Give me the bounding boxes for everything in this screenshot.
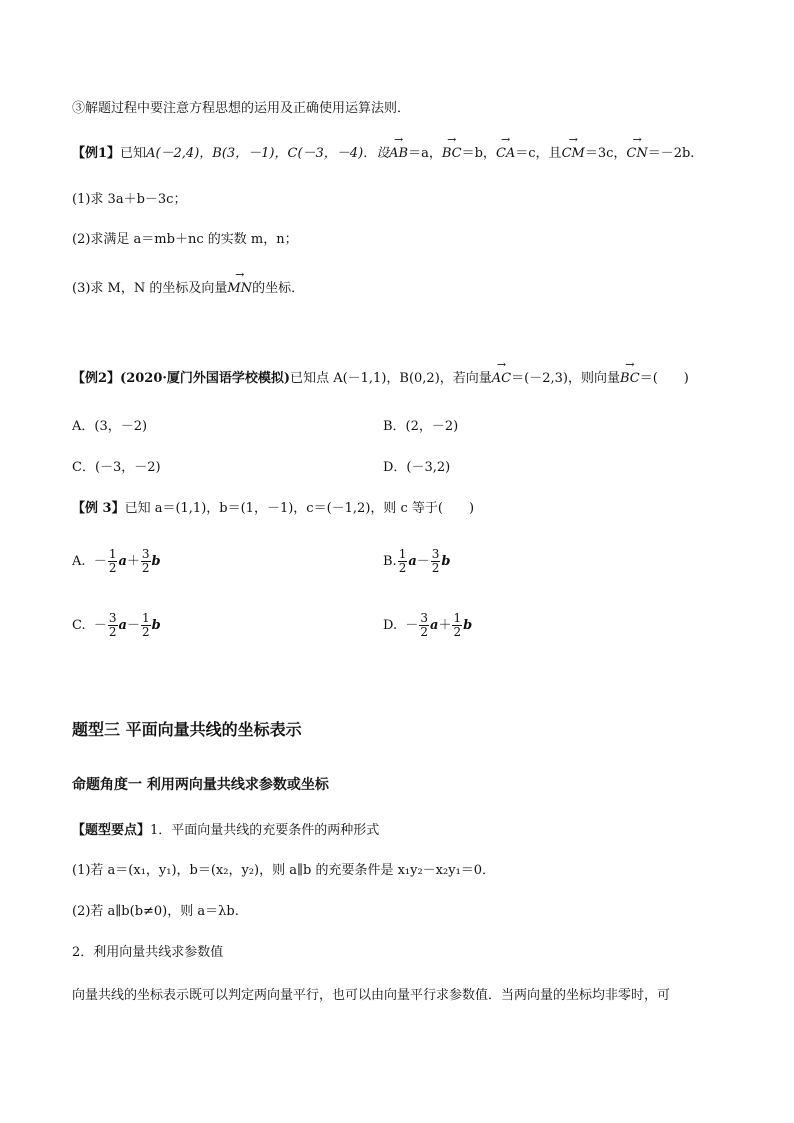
vec-b: b — [151, 554, 161, 569]
opt-d-plus: ＋ — [438, 618, 452, 633]
vector-cm: → CM — [562, 145, 585, 163]
fraction-1-2 — [452, 612, 462, 639]
opt-c-minus-2: － — [126, 618, 140, 633]
example2-text-b: ＝(－2,3)，则向量 — [511, 371, 620, 386]
opt-a-label: A. — [72, 554, 86, 569]
points-tag: 【题型要点】 — [72, 823, 151, 838]
vec-b: b — [151, 618, 161, 633]
example2-option-a: A．(3，－2) — [72, 419, 148, 434]
fraction-1-2 — [108, 548, 118, 575]
example2-stem — [72, 370, 689, 388]
vec-a: a — [118, 618, 127, 633]
frac-den: 2 — [398, 561, 407, 575]
frac-num: 1 — [108, 547, 117, 561]
vec-a: a — [408, 554, 417, 569]
opt-c-label: C. — [72, 618, 86, 633]
example2-source: (2020·厦门外国语学校模拟) — [120, 371, 291, 386]
example3-tag: 【例 3】 — [72, 501, 125, 516]
points-1: 1．平面向量共线的充要条件的两种形式 — [150, 823, 380, 838]
opt-d-minus: － — [405, 618, 419, 633]
example2-option-d: D．(－3,2) — [383, 460, 451, 475]
vec-a: a — [430, 618, 439, 633]
fraction-1-2 — [141, 612, 151, 639]
frac-den: 2 — [142, 625, 150, 639]
opt-d-label: D. — [383, 618, 398, 633]
q3-suffix: 的坐标． — [252, 281, 305, 296]
vector-mn: → MN — [227, 280, 252, 298]
vec-b: b — [463, 618, 473, 633]
vector-ac: → AC — [492, 370, 511, 388]
fraction-3-2 — [141, 548, 151, 575]
frac-num: 3 — [141, 547, 150, 561]
example1-stem — [72, 145, 694, 163]
eq-c: ＝c，且 — [515, 146, 562, 161]
fraction-3-2 — [419, 612, 429, 639]
section-angle: 命题角度一 利用两向量共线求参数或坐标 — [72, 777, 329, 793]
eq-a: ＝a， — [408, 146, 442, 161]
frac-den: 2 — [453, 625, 462, 639]
vec-b: b — [441, 554, 451, 569]
example3-option-b — [383, 548, 451, 575]
opt-a-plus: ＋ — [126, 554, 140, 569]
example3-option-d — [383, 612, 472, 639]
example1-tag: 【例1】 — [72, 146, 121, 161]
example3-option-a — [72, 548, 161, 575]
frac-num: 1 — [398, 547, 407, 561]
frac-den: 2 — [141, 561, 150, 575]
example1-q2: (2)求满足 a＝mb＋nc 的实数 m，n； — [72, 232, 298, 247]
example2-text: 已知点 A(－1,1)，B(0,2)，若向量 — [290, 371, 492, 386]
example2-text-c: ＝( ) — [639, 371, 689, 386]
frac-den: 2 — [108, 625, 117, 639]
opt-a-minus: － — [93, 554, 107, 569]
frac-num: 1 — [142, 611, 150, 625]
condition-2: (2)若 a∥b(b≠0)，则 a＝λb. — [72, 904, 239, 919]
eq-cn: ＝－2b. — [647, 146, 695, 161]
example1-q3 — [72, 280, 304, 298]
example1-text: 已知 — [120, 146, 147, 161]
fraction-3-2 — [108, 612, 118, 639]
vec-a: a — [118, 554, 127, 569]
opt-b-label: B. — [383, 554, 397, 569]
vector-bc: → BC — [442, 145, 462, 163]
points-2: 2．利用向量共线求参数值 — [72, 945, 224, 960]
fraction-1-2 — [398, 548, 408, 575]
eq-cm: ＝3c， — [584, 146, 627, 161]
example1-q1: (1)求 3a＋b－3c； — [72, 192, 187, 207]
example2-option-b: B．(2，－2) — [383, 419, 459, 434]
frac-num: 3 — [420, 611, 429, 625]
frac-num: 3 — [108, 611, 117, 625]
frac-num: 1 — [453, 611, 462, 625]
example3-text: 已知 a＝(1,1)，b＝(1，－1)，c＝(－1,2)，则 c 等于( ) — [124, 501, 475, 516]
frac-num: 3 — [431, 547, 440, 561]
example2-option-c: C．(－3，－2) — [72, 460, 161, 475]
frac-den: 2 — [420, 625, 429, 639]
example2-tag: 【例2】 — [72, 371, 121, 386]
condition-1: (1)若 a＝(x₁，y₁)，b＝(x₂，y₂)，则 a∥b 的充要条件是 x₁y₂－x₂y₁＝0． — [72, 863, 496, 878]
q3-text: (3)求 M，N 的坐标及向量 — [72, 281, 228, 296]
vector-ca: → CA — [496, 145, 515, 163]
example3-option-c — [72, 612, 161, 639]
vector-bc-2: → BC — [620, 370, 640, 388]
eq-b: ＝b， — [461, 146, 496, 161]
points-heading — [72, 822, 379, 840]
example3-stem — [72, 500, 474, 518]
opt-c-minus: － — [93, 618, 107, 633]
vector-ab: → AB — [389, 145, 408, 163]
fraction-3-2 — [431, 548, 441, 575]
intro-note: ③解题过程中要注意方程思想的运用及正确使用运算法则． — [72, 101, 411, 116]
frac-den: 2 — [431, 561, 440, 575]
opt-b-minus: － — [416, 554, 430, 569]
section-title: 题型三 平面向量共线的坐标表示 — [72, 720, 302, 739]
example1-points: A(－2,4)，B(3，－1)，C(－3，－4)．设 — [146, 146, 390, 161]
frac-den: 2 — [108, 561, 117, 575]
vector-cn: → CN — [626, 145, 647, 163]
paragraph: 向量共线的坐标表示既可以判定两向量平行，也可以由向量平行求参数值．当两向量的坐标均非零时，可 — [72, 988, 671, 1003]
